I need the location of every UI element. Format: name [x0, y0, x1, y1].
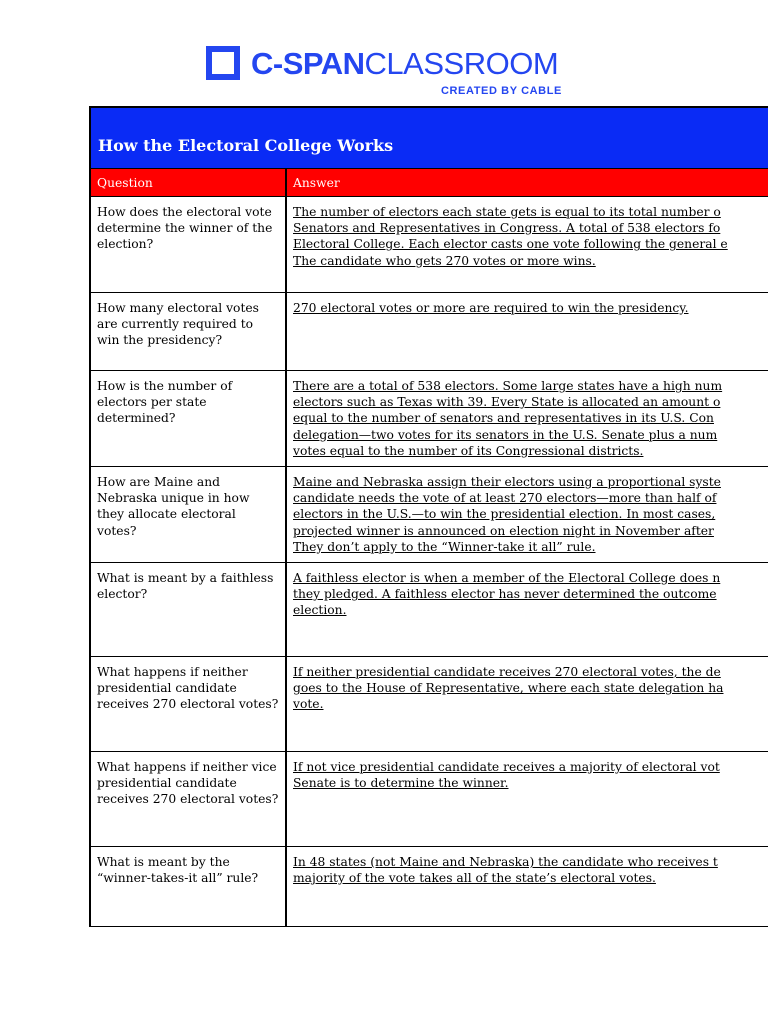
answer-line: The candidate who gets 270 votes or more wins.	[293, 253, 596, 268]
answer-cell	[287, 197, 768, 292]
question-cell: What happens if neither presidential candidate receives 270 electoral votes?	[91, 657, 287, 751]
answer-cell	[287, 467, 768, 562]
question-cell: What is meant by a faithless elector?	[91, 563, 287, 656]
answer-line: vote.	[293, 697, 324, 712]
answer-line: they pledged. A faithless elector has never determined the outcome	[293, 587, 717, 602]
answer-line: projected winner is announced on election night in November after	[293, 523, 714, 538]
answer-line: 270 electoral votes or more are required to win the presidency.	[293, 301, 689, 315]
logo-wordmark-cspan: C-SPAN	[251, 46, 365, 81]
answer-line: There are a total of 538 electors. Some large states have a high num	[293, 379, 723, 393]
answer-line: candidate needs the vote of at least 270 electors—more than half of	[293, 491, 717, 506]
logo-square-icon	[206, 46, 240, 80]
answer-line: If not vice presidential candidate receives a majority of electoral vot	[293, 760, 720, 774]
table-row	[91, 847, 768, 927]
cspan-classroom-logo	[206, 46, 566, 98]
table-row	[91, 657, 768, 752]
header-question: Question	[91, 169, 287, 196]
table-row	[91, 752, 768, 847]
table-row	[91, 293, 768, 371]
electoral-college-table	[89, 106, 768, 927]
logo-wordmark	[251, 46, 558, 82]
answer-line: goes to the House of Representative, where each state delegation ha	[293, 681, 724, 696]
question-cell: What is meant by the “winner-takes-it all” rule?	[91, 847, 287, 926]
answer-cell	[287, 293, 768, 370]
logo-wordmark-classroom: CLASSROOM	[364, 46, 559, 81]
logo-tagline: CREATED BY CABLE	[440, 85, 562, 97]
question-cell: How is the number of electors per state determined?	[91, 371, 287, 466]
answer-cell	[287, 847, 768, 926]
answer-line: The number of electors each state gets is equal to its total number o	[293, 205, 721, 219]
answer-line: votes equal to the number of its Congressional districts.	[293, 443, 644, 458]
answer-cell	[287, 563, 768, 656]
table-row	[91, 371, 768, 467]
answer-cell	[287, 752, 768, 846]
table-row	[91, 563, 768, 657]
question-cell: How are Maine and Nebraska unique in how they allocate electoral votes?	[91, 467, 287, 562]
answer-line: A faithless elector is when a member of the Electoral College does n	[293, 571, 721, 585]
question-cell: What happens if neither vice presidential candidate receives 270 electoral votes?	[91, 752, 287, 846]
header-answer: Answer	[293, 176, 340, 190]
table-row	[91, 467, 768, 563]
answer-cell	[287, 657, 768, 751]
answer-line: election.	[293, 603, 347, 618]
answer-line: If neither presidential candidate receives 270 electoral votes, the de	[293, 665, 721, 679]
answer-line: Senators and Representatives in Congress. A total of 538 electors fo	[293, 221, 721, 236]
answer-line: In 48 states (not Maine and Nebraska) the candidate who receives t	[293, 855, 718, 869]
answer-line: equal to the number of senators and representatives in its U.S. Con	[293, 411, 714, 426]
question-cell: How many electoral votes are currently required to win the presidency?	[91, 293, 287, 370]
table-row	[91, 197, 768, 293]
answer-line: They don’t apply to the “Winner-take it all” rule.	[293, 539, 596, 554]
answer-cell	[287, 371, 768, 466]
answer-line: Senate is to determine the winner.	[293, 776, 509, 791]
answer-line: electors such as Texas with 39. Every State is allocated an amount o	[293, 395, 721, 410]
answer-line: electors in the U.S.—to win the presidential election. In most cases,	[293, 507, 716, 522]
answer-line: Maine and Nebraska assign their electors using a proportional syste	[293, 475, 721, 489]
table-header-row	[91, 169, 768, 197]
question-cell: How does the electoral vote determine the winner of the election?	[91, 197, 287, 292]
answer-line: delegation—two votes for its senators in the U.S. Senate plus a num	[293, 427, 718, 442]
table-title-bar	[91, 108, 768, 169]
answer-line: Electoral College. Each elector casts one vote following the general e	[293, 237, 728, 252]
answer-line: majority of the vote takes all of the state’s electoral votes.	[293, 871, 656, 886]
table-title: How the Electoral College Works	[98, 135, 394, 155]
